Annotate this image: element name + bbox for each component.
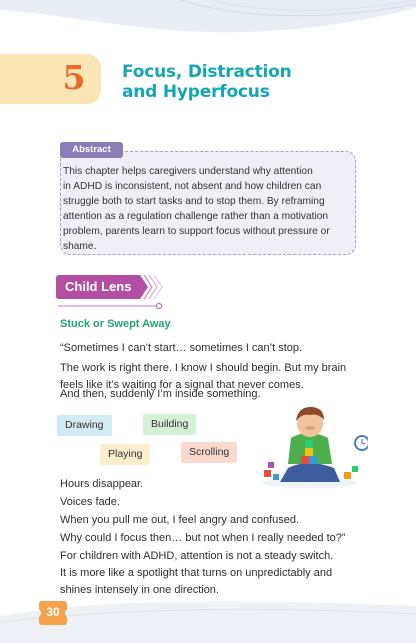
chapter-title-line-2: and Hyperfocus [122, 82, 270, 102]
narrative-line-3: When you pull me out, I feel angry and confused. [60, 514, 300, 526]
abstract-line: This chapter helps caregivers understand why attention [63, 166, 313, 177]
narrative-line-1: Hours disappear. [60, 478, 144, 490]
child-playing-blocks-illustration [258, 390, 368, 490]
closing-line: For children with ADHD, attention is not a steady switch. [60, 550, 334, 562]
header-wave-decoration [0, 0, 416, 60]
narrative-line-4: Why could I focus then… but not when I really needed to?” [60, 532, 346, 544]
abstract-line: attention as a regulation challenge rather than a motivation [63, 211, 329, 222]
quote-paragraph-1: “Sometimes I can’t start… sometimes I can’t stop. [60, 342, 303, 354]
abstract-line: problem, parents learn to support focus without pressure or [63, 226, 330, 237]
abstract-label: Abstract [60, 142, 123, 158]
chapter-number: 5 [62, 58, 86, 97]
quote-paragraph-3: And then, suddenly I’m inside something. [60, 388, 261, 400]
abstract-line: struggle both to start tasks and to stop them. By reframing [63, 196, 325, 207]
abstract-line: in ADHD is inconsistent, not absent and how children can [63, 181, 322, 192]
abstract-text [63, 164, 353, 254]
quote-line: The work is right there. I know I should begin. But my brain [60, 362, 347, 374]
quote-line: feels like it’s waiting for a signal that never comes. [60, 379, 304, 391]
activity-chip-drawing: Drawing [57, 415, 112, 436]
activity-chip-playing: Playing [100, 444, 150, 465]
child-lens-label: Child Lens [65, 279, 132, 294]
page-number: 30 [46, 605, 60, 619]
narrative-line-2: Voices fade. [60, 496, 120, 508]
section-subheading: Stuck or Swept Away [60, 318, 171, 330]
activity-chip-building: Building [143, 414, 196, 435]
closing-line: shines intensely in one direction. [60, 584, 219, 596]
abstract-line: shame. [63, 241, 97, 252]
activity-chip-scrolling: Scrolling [181, 442, 237, 463]
chapter-title [122, 62, 402, 102]
chapter-title-line-1: Focus, Distraction [122, 62, 292, 82]
closing-line: It is more like a spotlight that turns on unpredictably and [60, 567, 333, 579]
